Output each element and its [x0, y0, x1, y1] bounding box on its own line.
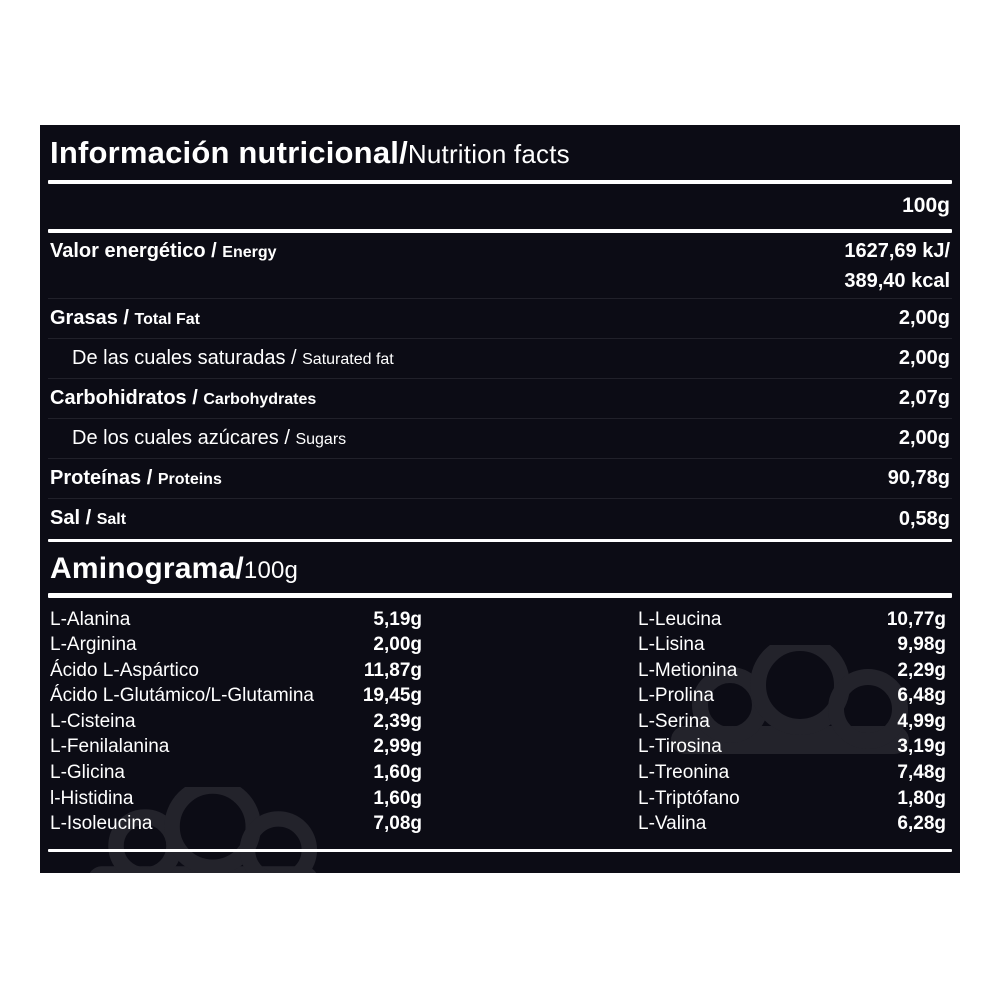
- nutrition-label-es: De las cuales saturadas: [72, 346, 286, 369]
- serving-row: [48, 184, 952, 229]
- amino-name: Ácido L-Glutámico/L-Glutamina: [50, 685, 314, 707]
- amino-value: 6,48g: [897, 685, 946, 707]
- amino-row: [638, 658, 946, 684]
- nutrition-row: [48, 339, 952, 379]
- nutrition-label-es: Grasas: [50, 306, 118, 329]
- nutrition-label-en: Salt: [96, 511, 127, 529]
- amino-row: [50, 811, 422, 837]
- label-separator: /: [205, 239, 223, 262]
- amino-name: L-Cisteina: [50, 710, 136, 732]
- nutrition-label-en: Proteins: [157, 470, 222, 488]
- amino-name: L-Isoleucina: [50, 813, 153, 835]
- nutrition-label-en: Carbohydrates: [203, 390, 317, 408]
- amino-value: 2,39g: [373, 710, 422, 732]
- aminogram-table: [48, 598, 952, 843]
- amino-name: L-Fenilalanina: [50, 736, 170, 758]
- nutrition-row-value: [899, 303, 950, 333]
- label-separator: /: [141, 466, 158, 489]
- amino-value: 19,45g: [362, 685, 422, 707]
- nutrition-row-label: [50, 427, 346, 450]
- amino-row: [50, 760, 422, 786]
- page-title-en: Nutrition facts: [407, 139, 570, 169]
- nutrition-value: 2,00g: [898, 347, 950, 370]
- amino-row: [638, 709, 946, 735]
- aminogram-title: [48, 542, 952, 593]
- nutrition-row-label: [50, 233, 277, 263]
- nutrition-value: 1627,69 kJ/: [844, 239, 950, 262]
- label-separator: /: [186, 386, 204, 409]
- nutrition-label-es: De los cuales azúcares: [72, 426, 279, 449]
- nutrition-value: 2,07g: [898, 387, 950, 410]
- amino-value: 5,19g: [373, 608, 422, 630]
- nutrition-label-en: Saturated fat: [302, 350, 394, 368]
- amino-row: [638, 786, 946, 812]
- nutrition-label-es: Sal: [50, 507, 81, 530]
- amino-value: 2,99g: [373, 736, 422, 758]
- aminogram-serving: 100g: [243, 556, 299, 584]
- nutrition-row-value: [899, 504, 950, 534]
- nutrition-label-es: Valor energético: [50, 239, 206, 262]
- amino-value: 2,00g: [373, 634, 422, 656]
- aminogram-column-right: [638, 607, 946, 837]
- amino-value: 3,19g: [897, 736, 946, 758]
- nutrition-value: 0,58g: [898, 507, 950, 530]
- amino-row: [638, 735, 946, 761]
- amino-name: L-Lisina: [638, 634, 705, 656]
- nutrition-label-en: Total Fat: [134, 310, 200, 328]
- nutrition-row-label: [50, 467, 222, 490]
- amino-name: L-Treonina: [638, 762, 730, 784]
- amino-value: 1,60g: [373, 787, 422, 809]
- nutrition-row-label: [50, 307, 200, 330]
- amino-name: L-Metionina: [638, 659, 738, 681]
- amino-value: 9,98g: [897, 634, 946, 656]
- amino-row: [50, 632, 422, 658]
- amino-row: [638, 632, 946, 658]
- page-title: [48, 125, 952, 180]
- amino-row: [638, 760, 946, 786]
- nutrition-table: [48, 233, 952, 539]
- serving-size: 100g: [902, 194, 950, 218]
- nutrition-label-es: Carbohidratos: [50, 386, 187, 409]
- nutrition-value: 389,40 kcal: [844, 269, 950, 292]
- amino-value: 7,08g: [373, 813, 422, 835]
- nutrition-label-en: Energy: [222, 243, 277, 261]
- amino-name: Ácido L-Aspártico: [50, 659, 199, 681]
- divider: [48, 849, 952, 852]
- nutrition-row-value: [899, 343, 950, 373]
- nutrition-row: [48, 459, 952, 499]
- amino-name: L-Alanina: [50, 608, 131, 630]
- amino-row: [50, 709, 422, 735]
- nutrition-row: [48, 233, 952, 299]
- aminogram-column-left: [50, 607, 422, 837]
- amino-row: [50, 607, 422, 633]
- amino-value: 6,28g: [897, 813, 946, 835]
- nutrition-value: 2,00g: [898, 427, 950, 450]
- amino-name: L-Serina: [638, 710, 710, 732]
- nutrition-label-en: Sugars: [295, 430, 347, 448]
- amino-name: L-Arginina: [50, 634, 137, 656]
- amino-value: 2,29g: [897, 659, 946, 681]
- nutrition-row: [48, 419, 952, 459]
- amino-name: L-Triptófano: [638, 787, 740, 809]
- amino-row: [50, 786, 422, 812]
- amino-value: 7,48g: [897, 762, 946, 784]
- nutrition-row: [48, 299, 952, 339]
- amino-value: 10,77g: [886, 608, 946, 630]
- label-separator: /: [285, 346, 303, 369]
- amino-row: [50, 684, 422, 710]
- amino-row: [50, 658, 422, 684]
- amino-value: 1,60g: [373, 762, 422, 784]
- amino-row: [50, 735, 422, 761]
- nutrition-row-label: [50, 387, 316, 410]
- amino-value: 4,99g: [897, 710, 946, 732]
- nutrition-row-label: [50, 507, 126, 530]
- amino-name: L-Glicina: [50, 762, 125, 784]
- nutrition-label-es: Proteínas: [50, 466, 142, 489]
- nutrition-row: [48, 379, 952, 419]
- amino-row: [638, 607, 946, 633]
- nutrition-value: 90,78g: [887, 467, 950, 490]
- nutrition-value: 2,00g: [898, 307, 950, 330]
- amino-name: L-Tirosina: [638, 736, 722, 758]
- nutrition-row: [48, 499, 952, 539]
- amino-name: L-Valina: [638, 813, 707, 835]
- label-separator: /: [117, 306, 135, 329]
- amino-row: [638, 684, 946, 710]
- label-separator: /: [278, 426, 296, 449]
- nutrition-label-panel: [40, 125, 960, 873]
- nutrition-row-value: [899, 423, 950, 453]
- nutrition-row-value: [844, 233, 950, 296]
- amino-value: 1,80g: [897, 787, 946, 809]
- amino-value: 11,87g: [363, 659, 422, 681]
- nutrition-row-value: [899, 383, 950, 413]
- amino-name: l-Histidina: [50, 787, 134, 809]
- nutrition-row-value: [888, 463, 950, 493]
- amino-name: L-Leucina: [638, 608, 722, 630]
- label-separator: /: [80, 507, 97, 530]
- amino-row: [638, 811, 946, 837]
- aminogram-title-text: Aminograma/: [50, 551, 244, 585]
- amino-name: L-Prolina: [638, 685, 715, 707]
- nutrition-row-label: [50, 347, 394, 370]
- page-title-es: Información nutricional/: [50, 135, 408, 170]
